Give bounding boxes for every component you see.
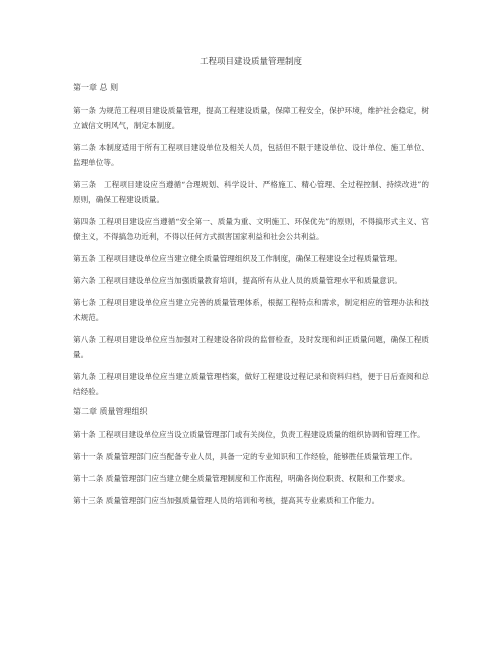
document-page bbox=[73, 56, 429, 515]
article-9: 第九条 工程项目建设单位应当建立质量管理档案，做好工程建设过程记录和资料归档，便于日后查阅和总结经验。 bbox=[73, 372, 429, 396]
article-5: 第五条 工程项目建设单位应当建立健全质量管理组织及工作制度，确保工程建设全过程质量管理。 bbox=[73, 254, 402, 263]
article-8: 第八条 工程项目建设单位应当加强对工程建设各阶段的监督检查，及时发现和纠正质量问题，确保工程质量。 bbox=[73, 335, 429, 359]
article-1: 第一条 为规范工程项目建设质量管理，提高工程建设质量，保障工程安全，保护环境，维护社会稳定，树立诚信文明风气，制定本制度。 bbox=[73, 106, 429, 130]
article-13: 第十三条 质量管理部门应当加强质量管理人员的培训和考核，提高其专业素质和工作能力。 bbox=[73, 496, 380, 505]
article-2: 第二条 本制度适用于所有工程项目建设单位及相关人员，包括但不限于建设单位、设计单位、施工单位、监理单位等。 bbox=[73, 143, 429, 167]
document-title: 工程项目建设质量管理制度 bbox=[199, 57, 302, 67]
article-11: 第十一条 质量管理部门应当配备专业人员，具备一定的专业知识和工作经验，能够胜任质量管理工作。 bbox=[73, 452, 418, 461]
article-6: 第六条 工程项目建设单位应当加强质量教育培训，提高所有从业人员的质量管理水平和质量意识。 bbox=[73, 276, 402, 285]
article-12: 第十二条 质量管理部门应当建立健全质量管理制度和工作流程，明确各岗位职责、权限和工作要求。 bbox=[73, 474, 410, 483]
article-10: 第十条 工程项目建设单位应当设立质量管理部门或有关岗位，负责工程建设质量的组织协调和管理工作。 bbox=[73, 430, 425, 439]
chapter-1-heading: 第一章 总 则 bbox=[73, 83, 119, 92]
chapter-2-heading: 第二章 质量管理组织 bbox=[73, 407, 148, 416]
article-4: 第四条 工程项目建设应当遵循“安全第一、质量为重、文明施工、环保优先”的原则，不得搞形式主义、官僚主义，不得搞急功近利，不得以任何方式损害国家利益和社会公共利益。 bbox=[73, 217, 429, 241]
article-3: 第三条 工程项目建设应当遵循“合理规划、科学设计、严格施工、精心管理、全过程控制、持续改进”的原则，确保工程建设质量。 bbox=[73, 180, 429, 204]
article-7: 第七条 工程项目建设单位应当建立完善的质量管理体系，根据工程特点和需求，制定相应的管理办法和技术规范。 bbox=[73, 298, 429, 322]
